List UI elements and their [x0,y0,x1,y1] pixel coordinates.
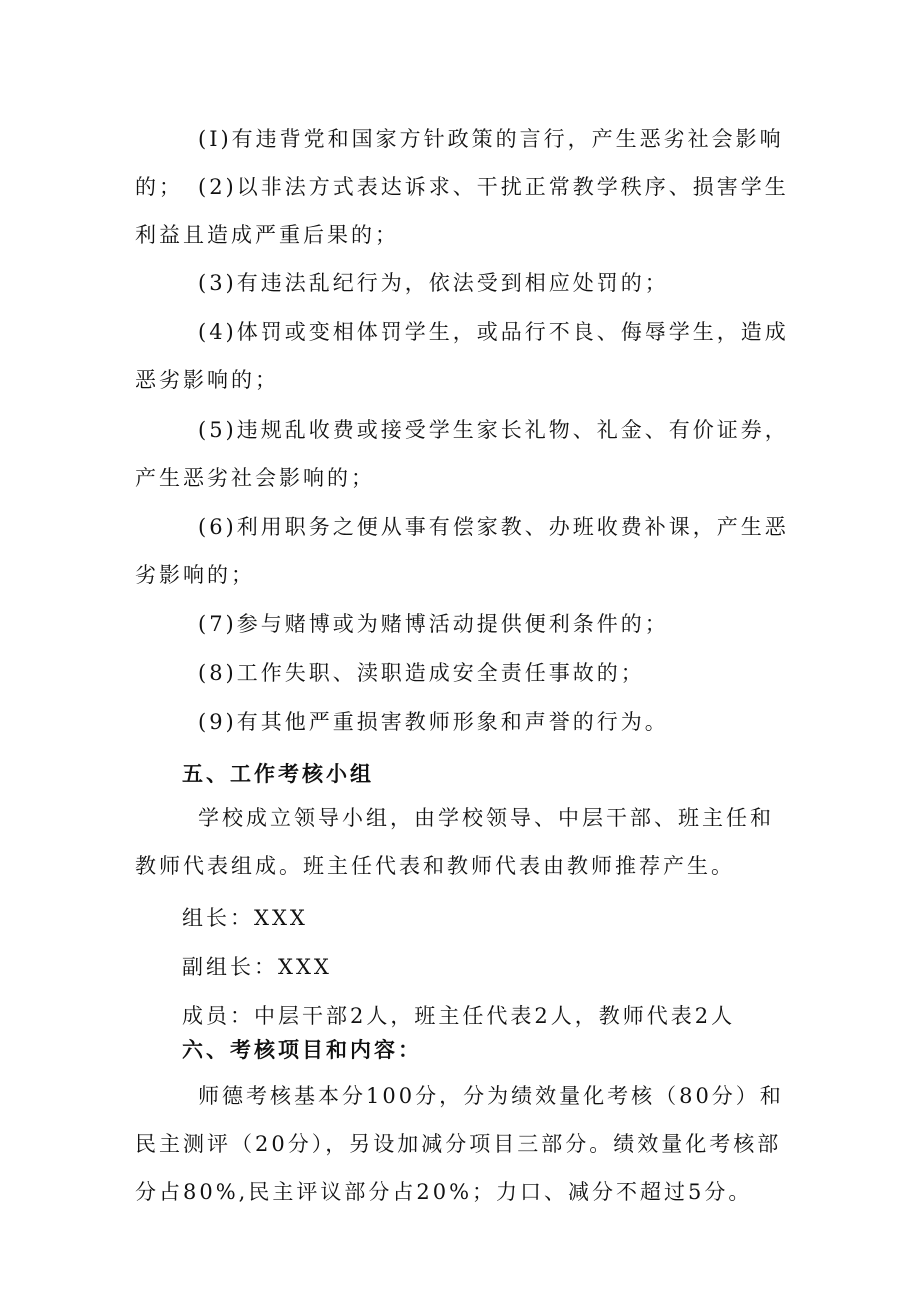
section-6-body: 师德考核基本分100分，分为绩效量化考核（80分）和民主测评（20分），另设加减分项目三部分。绩效量化考核部分占80%,民主评议部分占20%；力口、减分不超过5分。 [135,1084,784,1204]
list-item-4: (4)体罚或变相体罚学生，或品行不良、侮辱学生，造成恶劣影响的； [135,320,789,392]
members-line: 成员：中层干部2人，班主任代表2人，教师代表2人 [182,1004,736,1028]
list-item-5: (5)违规乱收费或接受学生家长礼物、礼金、有价证券，产生恶劣社会影响的； [135,418,789,490]
list-item-8: (8)工作失职、渎职造成安全责任事故的； [198,661,645,685]
list-item-2: (2)以非法方式表达诉求、干扰正常教学秩序、损害学生利益且造成严重后果的； [135,175,789,247]
leader-line: 组长：XXX [182,906,308,930]
list-item-9: (9)有其他严重损害教师形象和声誉的行为。 [198,710,669,734]
list-item-3: (3)有违法乱纪行为，依法受到相应处罚的； [198,271,669,295]
list-item-7: (7)参与赌博或为赌博活动提供便利条件的； [198,612,669,636]
section-6-heading: 六、考核项目和内容： [182,1038,422,1062]
section-5-heading: 五、工作考核小组 [182,762,374,786]
list-item-6: (6)利用职务之便从事有偿家教、办班收费补课，产生恶劣影响的； [135,515,789,587]
deputy-line: 副组长：XXX [182,955,332,979]
section-5-intro: 学校成立领导小组，由学校领导、中层干部、班主任和教师代表组成。班主任代表和教师代表由教师推荐产生。 [135,806,774,878]
list-item-1: (I)有违背党和国家方针政策的言行，产生恶劣社会影响的； [135,127,784,199]
